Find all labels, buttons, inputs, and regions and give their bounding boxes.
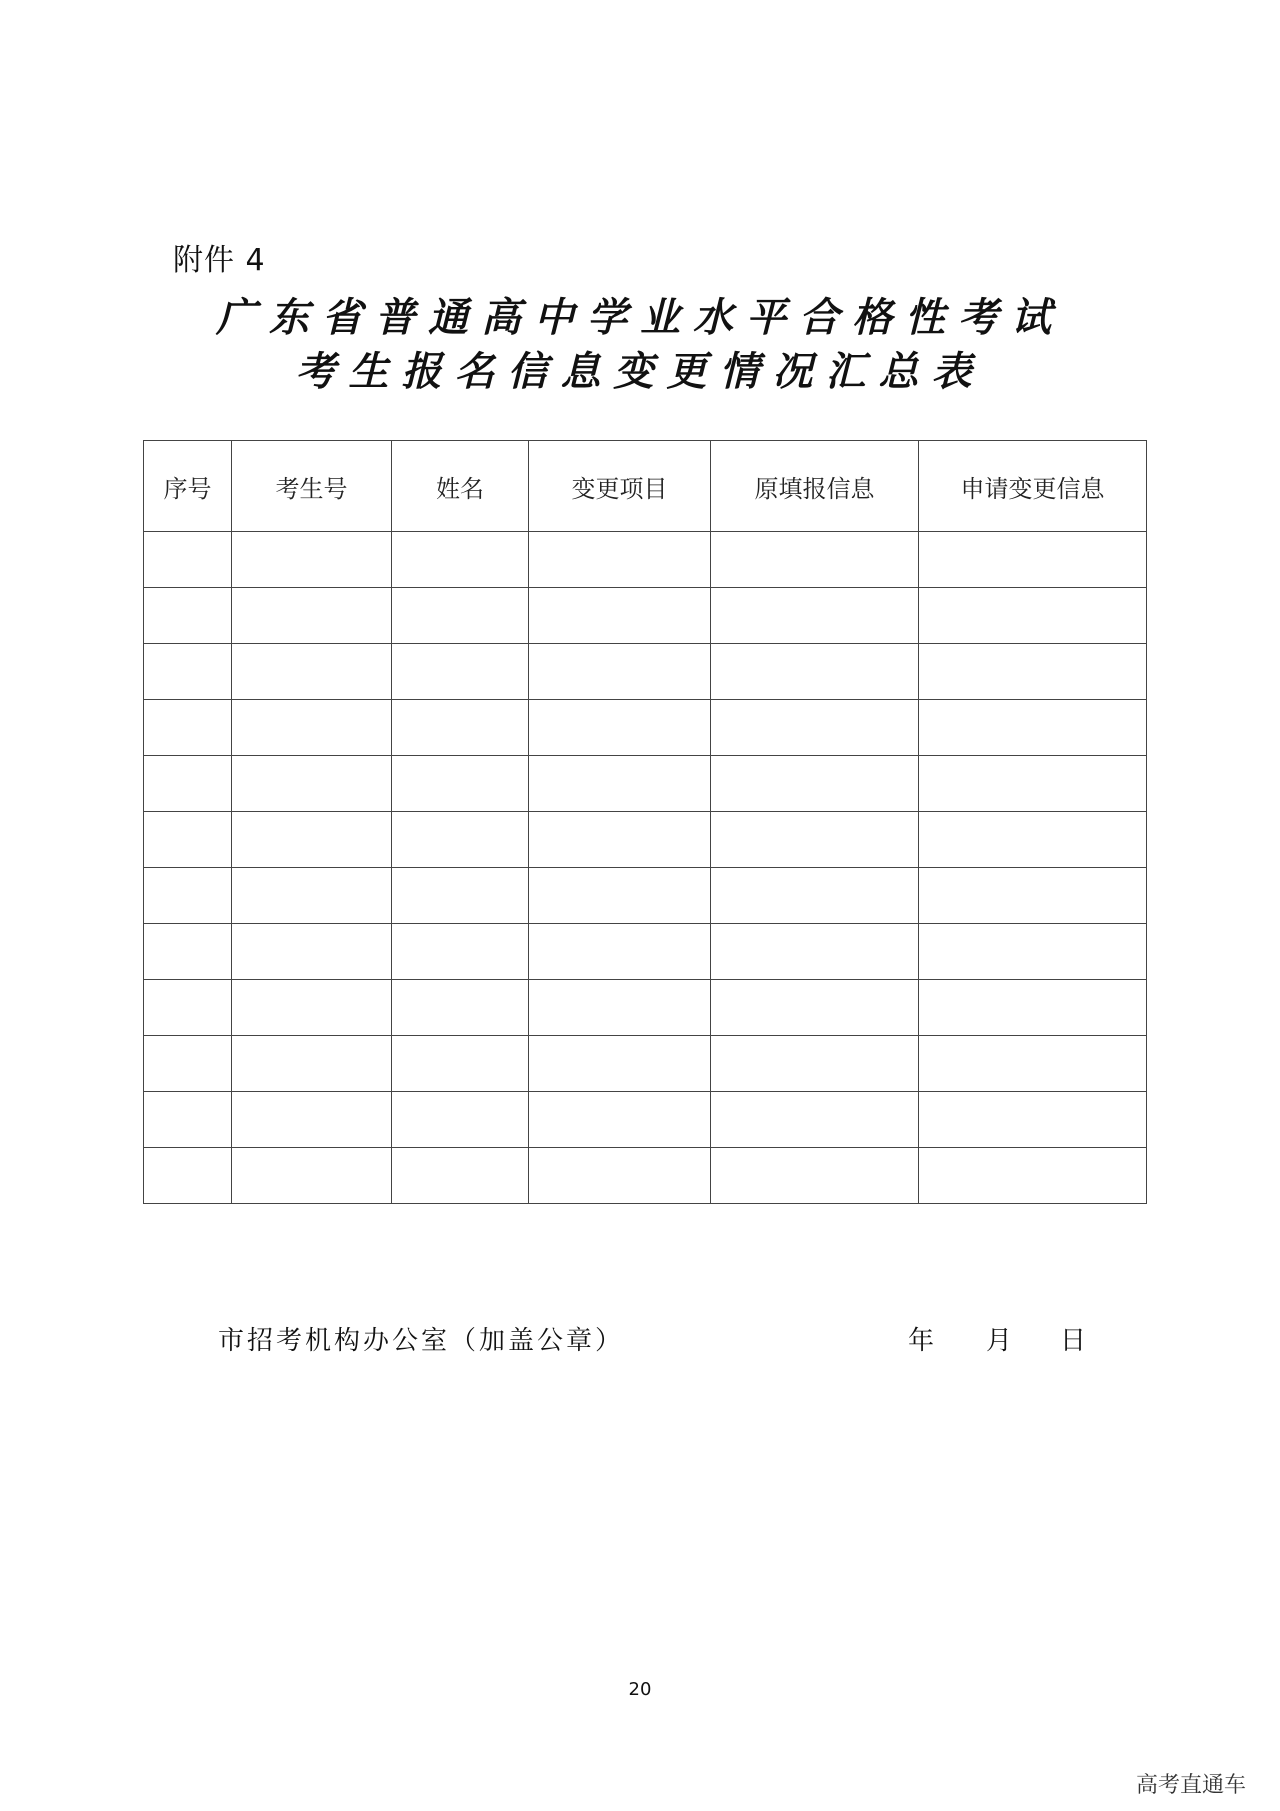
table-cell bbox=[711, 700, 919, 756]
table-cell bbox=[392, 644, 529, 700]
table-cell bbox=[392, 812, 529, 868]
table-cell bbox=[232, 980, 392, 1036]
table-row bbox=[144, 812, 1147, 868]
table-cell bbox=[711, 644, 919, 700]
table-cell bbox=[232, 1148, 392, 1204]
table-cell bbox=[232, 588, 392, 644]
table-cell bbox=[919, 1036, 1147, 1092]
table-cell bbox=[144, 588, 232, 644]
table-body bbox=[144, 532, 1147, 1204]
table-row bbox=[144, 644, 1147, 700]
table-cell bbox=[232, 868, 392, 924]
header-name: 姓名 bbox=[392, 441, 529, 532]
table-cell bbox=[232, 1036, 392, 1092]
table-cell bbox=[711, 924, 919, 980]
page-number: 20 bbox=[628, 1679, 652, 1700]
date-year-label: 年 bbox=[908, 1326, 935, 1356]
table-cell bbox=[529, 980, 711, 1036]
table-cell bbox=[144, 1036, 232, 1092]
table-row bbox=[144, 980, 1147, 1036]
table-cell bbox=[529, 1092, 711, 1148]
table-cell bbox=[711, 812, 919, 868]
table-cell bbox=[529, 868, 711, 924]
table-cell bbox=[529, 1036, 711, 1092]
table-row bbox=[144, 1036, 1147, 1092]
table-cell bbox=[919, 980, 1147, 1036]
document-title-line2: 考生报名信息变更情况汇总表 bbox=[295, 348, 985, 395]
table-row bbox=[144, 588, 1147, 644]
table-cell bbox=[711, 588, 919, 644]
header-serial-number: 序号 bbox=[144, 441, 232, 532]
table-header-row bbox=[144, 441, 1147, 532]
table-cell bbox=[529, 1148, 711, 1204]
table-cell bbox=[711, 980, 919, 1036]
table-cell bbox=[144, 700, 232, 756]
table-cell bbox=[392, 980, 529, 1036]
table-cell bbox=[529, 756, 711, 812]
table-cell bbox=[144, 812, 232, 868]
table-cell bbox=[232, 924, 392, 980]
table-cell bbox=[711, 1148, 919, 1204]
table-cell bbox=[232, 644, 392, 700]
date-month-label: 月 bbox=[986, 1326, 1013, 1356]
table-cell bbox=[919, 756, 1147, 812]
table-cell bbox=[529, 532, 711, 588]
table-cell bbox=[144, 1092, 232, 1148]
table-cell bbox=[392, 700, 529, 756]
table-cell bbox=[919, 924, 1147, 980]
table-row bbox=[144, 924, 1147, 980]
table-row bbox=[144, 1092, 1147, 1148]
table-cell bbox=[711, 756, 919, 812]
table-cell bbox=[392, 588, 529, 644]
table-cell bbox=[392, 868, 529, 924]
watermark: 高考直通车 bbox=[1135, 1773, 1246, 1798]
table-cell bbox=[392, 1036, 529, 1092]
table-cell bbox=[711, 868, 919, 924]
table-cell bbox=[392, 1148, 529, 1204]
table-row bbox=[144, 868, 1147, 924]
table-cell bbox=[529, 700, 711, 756]
change-summary-table bbox=[143, 440, 1147, 1204]
table-cell bbox=[529, 588, 711, 644]
header-original-info: 原填报信息 bbox=[711, 441, 919, 532]
date-day-label: 日 bbox=[1060, 1326, 1087, 1356]
table-cell bbox=[919, 868, 1147, 924]
table-cell bbox=[711, 1036, 919, 1092]
table-cell bbox=[919, 644, 1147, 700]
table-cell bbox=[919, 588, 1147, 644]
table-cell bbox=[144, 1148, 232, 1204]
table-cell bbox=[919, 1148, 1147, 1204]
table-cell bbox=[919, 1092, 1147, 1148]
signature-label: 市招考机构办公室（加盖公章） bbox=[218, 1326, 625, 1356]
table-cell bbox=[919, 532, 1147, 588]
table-cell bbox=[144, 756, 232, 812]
table-cell bbox=[392, 924, 529, 980]
table-cell bbox=[232, 700, 392, 756]
table-cell bbox=[144, 532, 232, 588]
table-cell bbox=[232, 1092, 392, 1148]
table-cell bbox=[392, 1092, 529, 1148]
table-cell bbox=[711, 1092, 919, 1148]
table-row bbox=[144, 756, 1147, 812]
table-cell bbox=[232, 812, 392, 868]
table-cell bbox=[529, 812, 711, 868]
document-title-line1: 广东省普通高中学业水平合格性考试 bbox=[216, 294, 1064, 341]
table-cell bbox=[711, 532, 919, 588]
attachment-label: 附件 4 bbox=[173, 243, 266, 278]
table-cell bbox=[392, 532, 529, 588]
table-cell bbox=[529, 644, 711, 700]
header-change-item: 变更项目 bbox=[529, 441, 711, 532]
table-cell bbox=[392, 756, 529, 812]
table-cell bbox=[919, 812, 1147, 868]
table-cell bbox=[144, 868, 232, 924]
table-cell bbox=[232, 756, 392, 812]
table-cell bbox=[232, 532, 392, 588]
table-cell bbox=[144, 924, 232, 980]
table-cell bbox=[144, 980, 232, 1036]
table-cell bbox=[144, 644, 232, 700]
table-row bbox=[144, 1148, 1147, 1204]
header-requested-info: 申请变更信息 bbox=[919, 441, 1147, 532]
table-row bbox=[144, 532, 1147, 588]
table-row bbox=[144, 700, 1147, 756]
header-candidate-number: 考生号 bbox=[232, 441, 392, 532]
table-cell bbox=[529, 924, 711, 980]
table-cell bbox=[919, 700, 1147, 756]
